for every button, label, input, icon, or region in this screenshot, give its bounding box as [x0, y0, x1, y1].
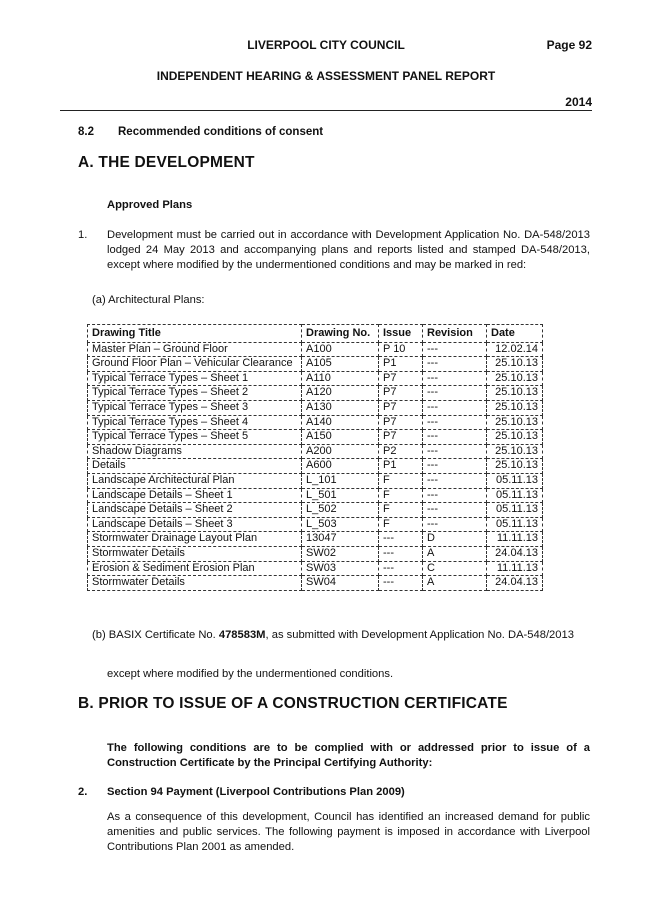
table-row: [88, 400, 543, 415]
table-row: [88, 371, 543, 386]
table-cell: 05.11.13: [487, 473, 543, 488]
table-row: [88, 357, 543, 372]
table-cell: ---: [379, 576, 423, 591]
table-cell: P7: [379, 430, 423, 445]
report-year: 2014: [565, 95, 592, 109]
table-cell: Stormwater Details: [88, 546, 302, 561]
table-cell: F: [379, 473, 423, 488]
table-cell: ---: [423, 503, 487, 518]
table-row: [88, 576, 543, 591]
table-cell: Landscape Architectural Plan: [88, 473, 302, 488]
column-header: Drawing No.: [302, 325, 379, 343]
table-row: [88, 517, 543, 532]
table-cell: P7: [379, 371, 423, 386]
table-cell: 24.04.13: [487, 576, 543, 591]
architectural-plans-label: (a) Architectural Plans:: [92, 294, 205, 306]
table-cell: Landscape Details – Sheet 3: [88, 517, 302, 532]
table-cell: Erosion & Sediment Erosion Plan: [88, 561, 302, 576]
table-cell: L_502: [302, 503, 379, 518]
table-cell: P7: [379, 400, 423, 415]
table-cell: C: [423, 561, 487, 576]
section-number: 8.2: [78, 126, 94, 138]
table-row: [88, 561, 543, 576]
table-cell: A140: [302, 415, 379, 430]
column-header: Date: [487, 325, 543, 343]
table-cell: P1: [379, 357, 423, 372]
condition-2-text: As a consequence of this development, Council has identified an increased demand for public amenities and public services. The following payment is imposed in accordance with Liverpool Contributions Plan 2001 as amended.: [107, 811, 590, 853]
condition-2-title: Section 94 Payment (Liverpool Contributions Plan 2009): [107, 786, 405, 798]
table-cell: A: [423, 546, 487, 561]
table-row: [88, 503, 543, 518]
table-cell: 25.10.13: [487, 430, 543, 445]
table-cell: F: [379, 488, 423, 503]
table-row: [88, 342, 543, 357]
table-cell: L_503: [302, 517, 379, 532]
section-title: Recommended conditions of consent: [118, 126, 324, 138]
basix-prefix: (b) BASIX Certificate No.: [92, 629, 219, 641]
table-cell: 05.11.13: [487, 503, 543, 518]
condition-1-text: Development must be carried out in accordance with Development Application No. DA-548/2013 lodged 24 May 2013 and accompanying plans and reports listed and stamped DA-548/2013, except where modified by the undermentioned conditions and may be marked in red:: [107, 229, 590, 271]
council-name: LIVERPOOL CITY COUNCIL: [247, 38, 405, 52]
table-cell: ---: [379, 561, 423, 576]
page-number: Page 92: [546, 38, 592, 52]
table-cell: ---: [379, 532, 423, 547]
approved-plans-heading: Approved Plans: [107, 199, 193, 211]
table-cell: P2: [379, 444, 423, 459]
table-cell: L_501: [302, 488, 379, 503]
column-header: Issue: [379, 325, 423, 343]
table-cell: Landscape Details – Sheet 1: [88, 488, 302, 503]
table-cell: F: [379, 503, 423, 518]
table-cell: 25.10.13: [487, 459, 543, 474]
table-cell: Typical Terrace Types – Sheet 1: [88, 371, 302, 386]
part-a-heading: A. THE DEVELOPMENT: [78, 154, 255, 171]
table-cell: 11.11.13: [487, 532, 543, 547]
table-cell: A105: [302, 357, 379, 372]
table-cell: ---: [423, 371, 487, 386]
table-cell: Landscape Details – Sheet 2: [88, 503, 302, 518]
table-row: [88, 430, 543, 445]
table-cell: Stormwater Drainage Layout Plan: [88, 532, 302, 547]
column-header: Revision: [423, 325, 487, 343]
column-header: Drawing Title: [88, 325, 302, 343]
table-cell: ---: [423, 386, 487, 401]
part-b-heading: B. PRIOR TO ISSUE OF A CONSTRUCTION CERTIFICATE: [78, 695, 508, 712]
table-cell: Ground Floor Plan – Vehicular Clearance: [88, 357, 302, 372]
table-cell: Stormwater Details: [88, 576, 302, 591]
condition-2-number: 2.: [78, 786, 88, 798]
part-b-intro: The following conditions are to be complied with or addressed prior to issue of a Construction Certificate by the Principal Certifying Authority:: [107, 742, 590, 769]
table-cell: 05.11.13: [487, 488, 543, 503]
basix-certificate-number: 478583M: [218, 629, 266, 641]
table-cell: A600: [302, 459, 379, 474]
table-cell: A130: [302, 400, 379, 415]
table-cell: ---: [423, 517, 487, 532]
table-cell: ---: [423, 430, 487, 445]
table-cell: SW02: [302, 546, 379, 561]
table-cell: SW04: [302, 576, 379, 591]
table-cell: A110: [302, 371, 379, 386]
table-row: [88, 444, 543, 459]
table-cell: A150: [302, 430, 379, 445]
table-row: [88, 532, 543, 547]
basix-certificate-text: [92, 628, 590, 643]
table-row: [88, 386, 543, 401]
table-cell: P 10: [379, 342, 423, 357]
table-cell: F: [379, 517, 423, 532]
table-cell: A120: [302, 386, 379, 401]
table-cell: ---: [423, 400, 487, 415]
basix-suffix: , as submitted with Development Application No. DA-548/2013: [265, 629, 574, 641]
table-cell: 25.10.13: [487, 400, 543, 415]
table-cell: 25.10.13: [487, 357, 543, 372]
table-row: [88, 415, 543, 430]
table-row: [88, 546, 543, 561]
table-cell: ---: [423, 473, 487, 488]
table-cell: 25.10.13: [487, 371, 543, 386]
table-cell: P1: [379, 459, 423, 474]
report-title: INDEPENDENT HEARING & ASSESSMENT PANEL REPORT: [156, 69, 496, 83]
table-cell: Typical Terrace Types – Sheet 2: [88, 386, 302, 401]
table-cell: ---: [423, 357, 487, 372]
table-cell: 25.10.13: [487, 415, 543, 430]
table-cell: L_101: [302, 473, 379, 488]
table-cell: ---: [379, 546, 423, 561]
table-cell: 25.10.13: [487, 386, 543, 401]
table-cell: A: [423, 576, 487, 591]
table-row: [88, 488, 543, 503]
table-cell: Typical Terrace Types – Sheet 4: [88, 415, 302, 430]
table-cell: ---: [423, 444, 487, 459]
table-cell: Master Plan – Ground Floor: [88, 342, 302, 357]
table-cell: 11.11.13: [487, 561, 543, 576]
table-row: [88, 459, 543, 474]
table-cell: SW03: [302, 561, 379, 576]
table-cell: ---: [423, 342, 487, 357]
table-cell: 24.04.13: [487, 546, 543, 561]
table-cell: 05.11.13: [487, 517, 543, 532]
except-text: except where modified by the undermentioned conditions.: [107, 668, 394, 680]
table-cell: P7: [379, 386, 423, 401]
table-cell: A100: [302, 342, 379, 357]
table-cell: Typical Terrace Types – Sheet 5: [88, 430, 302, 445]
table-cell: 12.02.14: [487, 342, 543, 357]
table-cell: A200: [302, 444, 379, 459]
table-cell: Details: [88, 459, 302, 474]
table-cell: 13047: [302, 532, 379, 547]
table-cell: Typical Terrace Types – Sheet 3: [88, 400, 302, 415]
table-row: [88, 473, 543, 488]
table-cell: D: [423, 532, 487, 547]
table-cell: Shadow Diagrams: [88, 444, 302, 459]
table-header-row: [88, 325, 543, 343]
condition-1-number: 1.: [78, 229, 88, 241]
header-rule: [60, 110, 592, 111]
table-cell: 25.10.13: [487, 444, 543, 459]
table-cell: P7: [379, 415, 423, 430]
table-cell: ---: [423, 459, 487, 474]
plans-table: [87, 324, 543, 591]
table-cell: ---: [423, 415, 487, 430]
table-cell: ---: [423, 488, 487, 503]
